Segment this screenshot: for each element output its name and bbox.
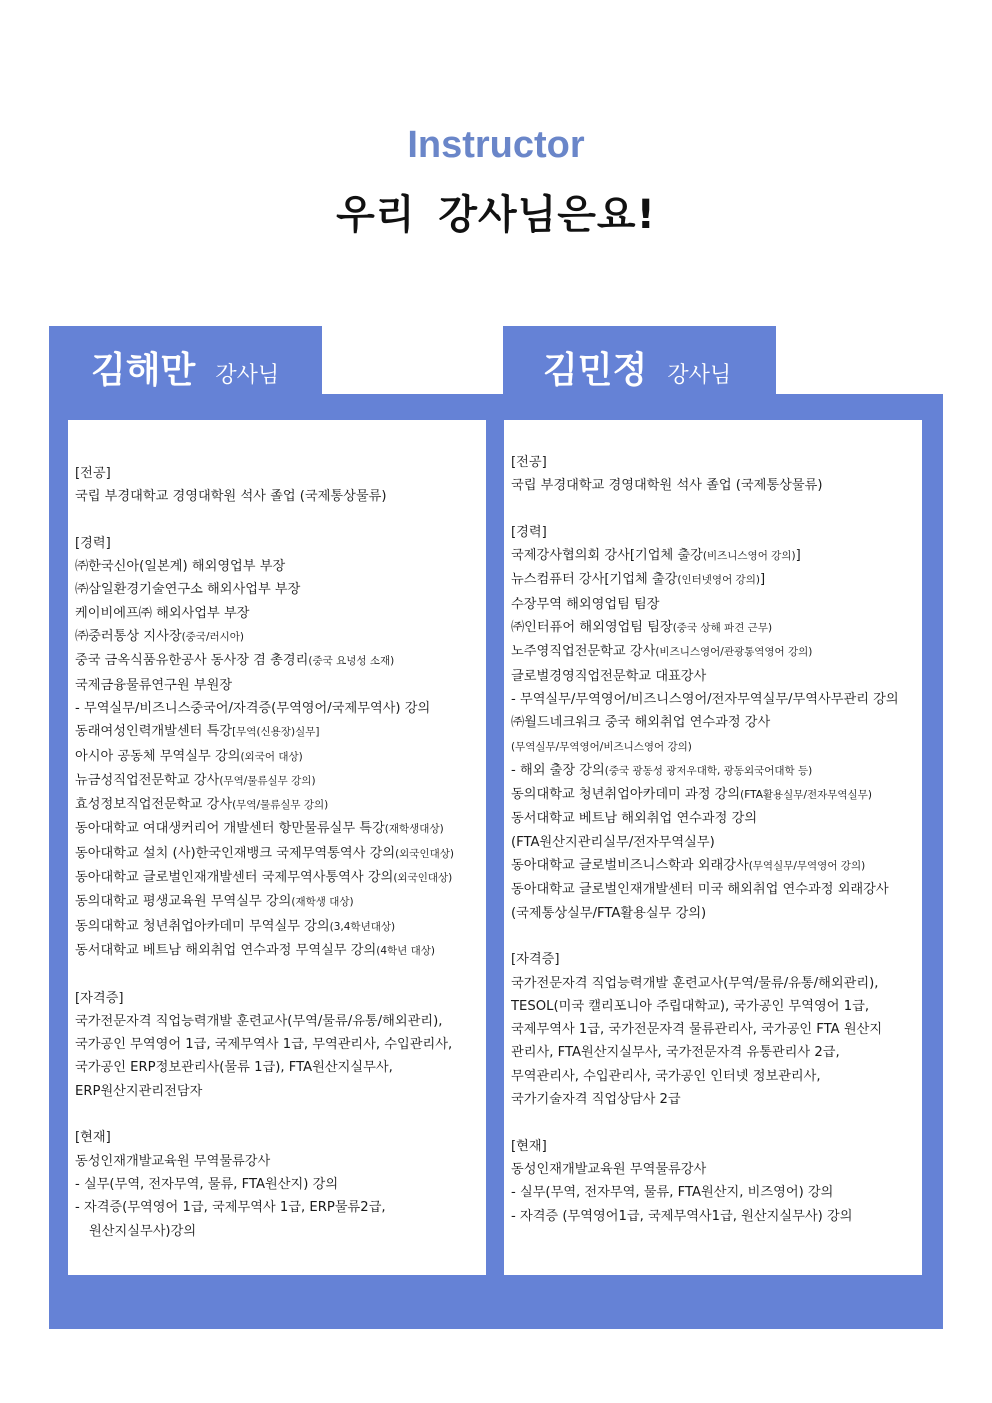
line-text: 국립 부경대학교 경영대학원 석사 졸업 (국제통상물류) <box>75 489 387 505</box>
profile-line <box>75 1033 482 1056</box>
profile-line <box>511 902 918 925</box>
section-eyebrow: Instructor <box>407 124 585 166</box>
instructor-name: 김민정 <box>543 350 648 391</box>
profile-section <box>75 1126 482 1242</box>
line-text: 국제강사협의회 강사[기업체 출강 <box>511 548 703 564</box>
line-note: (재학생대상) <box>384 823 444 836</box>
profile-line <box>75 1150 482 1173</box>
line-note: (비즈니스영어 강의) <box>702 550 796 563</box>
line-note: (중국/러시아) <box>181 631 245 644</box>
profile-line <box>511 831 918 854</box>
line-text: 관리사, FTA원산지실무사, 국가전문자격 유통관리사 2급, <box>511 1045 840 1061</box>
line-text: 국가전문자격 직업능력개발 훈련교사(무역/물류/유통/해외관리), <box>75 1013 443 1029</box>
line-suffix: ] <box>759 572 766 588</box>
line-text: 국립 부경대학교 경영대학원 석사 졸업 (국제통상물류) <box>511 478 823 494</box>
profile-line <box>511 995 918 1018</box>
section-header: [자격증] <box>75 990 124 1006</box>
line-text: 동의대학교 청년취업아카데미 무역실무 강의 <box>75 918 330 934</box>
line-text: 동아대학교 글로벌인재개발센터 국제무역사통역사 강의 <box>75 870 394 886</box>
profile-line <box>75 1220 482 1243</box>
instructor-name: 김해만 <box>91 350 196 391</box>
profile-line <box>75 649 482 673</box>
profile-line <box>75 915 482 939</box>
line-note: (무역/물류실무 강의) <box>232 799 329 812</box>
profile-line <box>511 1018 918 1041</box>
line-text: 동아대학교 글로벌인재개발센터 미국 해외취업 연수과정 외래강사 <box>511 882 889 898</box>
line-text: 케이비에프㈜ 해외사업부 부장 <box>75 605 250 621</box>
page-title: 우리 강사님은요! <box>336 192 656 238</box>
profile-line <box>511 640 918 664</box>
profile-line <box>75 697 482 720</box>
profile-line <box>75 674 482 697</box>
profile-line <box>75 555 482 578</box>
line-text: 동아대학교 설치 (사)한국인재뱅크 국제무역통역사 강의 <box>75 845 396 861</box>
line-text: 동성인재개발교육원 무역물류강사 <box>511 1161 707 1177</box>
profile-line <box>75 1196 482 1219</box>
line-text: ㈜인터퓨어 해외영업팀 팀장 <box>511 620 673 636</box>
section-header: [경력] <box>75 535 111 551</box>
line-text: - 무역실무/무역영어/비즈니스영어/전자무역실무/무역사무관리 강의 <box>511 691 899 707</box>
line-text: 뉴금성직업전문학교 강사 <box>75 772 220 788</box>
line-note: (재학생 대상) <box>291 896 354 909</box>
section-header: [전공] <box>511 455 547 470</box>
line-note: (외국인대상) <box>393 872 453 885</box>
line-note: (무역/물류실무 강의) <box>219 774 316 787</box>
line-text: 효성정보직업전문학교 강사 <box>75 797 233 813</box>
line-text: - 실무(무역, 전자무역, 물류, FTA원산지) 강의 <box>75 1176 339 1192</box>
profile-line <box>511 807 918 830</box>
profile-content <box>75 462 482 1266</box>
section-header: [경력] <box>511 524 547 540</box>
line-text: 동의대학교 청년취업아카데미 과정 강의 <box>511 787 741 803</box>
line-text: 무역관리사, 수입관리사, 국가공인 인터넷 정보관리사, <box>511 1068 821 1084</box>
line-text: - 해외 출장 강의 <box>511 762 605 778</box>
line-text: 국제금융물류연구원 부원장 <box>75 677 233 693</box>
profile-line <box>75 842 482 866</box>
profile-content <box>511 451 918 1251</box>
profile-line <box>75 793 482 817</box>
line-text: (FTA원산지관리실무/전자무역실무) <box>511 834 715 850</box>
profile-line <box>511 759 918 783</box>
line-text: (국제통상실무/FTA활용실무 강의) <box>511 905 707 921</box>
profile-line <box>75 625 482 649</box>
profile-section <box>75 462 482 509</box>
profile-line <box>511 1065 918 1088</box>
line-note: (FTA활용실무/전자무역실무) <box>740 789 872 802</box>
instructor-profile-card-1 <box>68 420 486 1275</box>
profile-section <box>511 948 918 1111</box>
line-text: 국가기술자격 직업상담사 2급 <box>511 1092 681 1108</box>
line-note: (인터넷영어 강의) <box>677 574 760 587</box>
profile-line <box>75 866 482 890</box>
profile-line <box>75 578 482 601</box>
line-text: ERP원산지관리전담자 <box>75 1083 203 1099</box>
profile-line <box>511 1088 918 1111</box>
line-note: (중국 광동성 광저우대학, 광동외국어대학 등) <box>604 764 813 777</box>
line-note: (무역실무/무역영어/비즈니스영어 강의) <box>511 740 692 753</box>
profile-line <box>75 1010 482 1033</box>
profile-line <box>511 783 918 807</box>
profile-line <box>75 720 482 744</box>
profile-line <box>511 593 918 616</box>
instructor-profile-card-2 <box>504 420 922 1275</box>
line-text: 수장무역 해외영업팀 팀장 <box>511 596 660 612</box>
line-text: 동성인재개발교육원 무역물류강사 <box>75 1153 271 1169</box>
profile-line <box>511 1205 918 1228</box>
line-text: 국제무역사 1급, 국가전문자격 물류관리사, 국가공인 FTA 원산지 <box>511 1022 883 1038</box>
profile-line <box>75 1080 482 1103</box>
line-text: - 자격증 (무역영어1급, 국제무역사1급, 원산지실무사) 강의 <box>511 1208 853 1224</box>
line-note: [무역(신용장)실무] <box>232 726 320 739</box>
profile-line <box>511 688 918 711</box>
line-suffix: ] <box>795 548 801 564</box>
line-text: ㈜한국신아(일본계) 해외영업부 부장 <box>75 559 286 575</box>
section-header: [현재] <box>511 1138 547 1154</box>
profile-line <box>75 769 482 793</box>
line-note: (중국 상해 파견 근무) <box>672 622 773 635</box>
profile-section <box>75 987 482 1103</box>
section-header: [전공] <box>75 466 111 481</box>
profile-line <box>511 665 918 688</box>
line-note: (비즈니스영어/관광통역영어 강의) <box>655 646 813 659</box>
profile-line <box>511 568 918 592</box>
line-text: 동래여성인력개발센터 특강 <box>75 724 233 740</box>
profile-line <box>511 1181 918 1204</box>
section-header: [자격증] <box>511 952 560 968</box>
line-text: 국가공인 무역영어 1급, 국제무역사 1급, 무역관리사, 수입관리사, <box>75 1037 453 1053</box>
line-text: ㈜삼일환경기술연구소 해외사업부 부장 <box>75 582 301 598</box>
line-text: 동의대학교 평생교육원 무역실무 강의 <box>75 894 292 910</box>
profile-line <box>511 878 918 901</box>
line-text: 아시아 공동체 무역실무 강의 <box>75 748 241 764</box>
instructor-tab-1 <box>49 326 322 394</box>
profile-line <box>75 485 482 508</box>
profile-line <box>511 544 918 568</box>
profile-line <box>511 735 918 759</box>
line-text: - 무역실무/비즈니스중국어/자격증(무역영어/국제무역사) 강의 <box>75 700 431 716</box>
profile-line <box>511 854 918 878</box>
instructor-tab-2 <box>503 326 776 394</box>
line-text: 중국 금옥식품유한공사 동사장 겸 총경리 <box>75 653 309 669</box>
line-note: (3,4학년대상) <box>329 920 396 933</box>
profile-line <box>75 1173 482 1196</box>
line-text: 동아대학교 글로벌비즈니스학과 외래강사 <box>511 858 749 874</box>
profile-line <box>511 711 918 734</box>
profile-line <box>511 972 918 995</box>
line-note: (무역실무/무역영어 강의) <box>748 860 866 873</box>
instructor-title: 강사님 <box>215 363 280 388</box>
profile-line <box>75 939 482 963</box>
line-text: 뉴스컴퓨터 강사[기업체 출강 <box>511 572 678 588</box>
profile-line <box>75 890 482 914</box>
line-text: - 실무(무역, 전자무역, 물류, FTA원산지, 비즈영어) 강의 <box>511 1185 834 1201</box>
line-text: 국가공인 ERP정보관리사(물류 1급), FTA원산지실무사, <box>75 1060 393 1076</box>
profile-line <box>75 817 482 841</box>
line-text: - 자격증(무역영어 1급, 국제무역사 1급, ERP물류2급, <box>75 1200 386 1216</box>
profile-line <box>511 1158 918 1181</box>
profile-section <box>511 1135 918 1228</box>
line-text: 동서대학교 베트남 해외취업 연수과정 강의 <box>511 811 758 827</box>
section-header: [현재] <box>75 1130 111 1146</box>
line-note: (외국인대상) <box>395 847 454 860</box>
profile-section <box>511 451 918 498</box>
line-text: 동아대학교 여대생커리어 개발센터 항만물류실무 특강 <box>75 821 385 837</box>
line-text: TESOL(미국 캘리포니아 주립대학교), 국가공인 무역영어 1급, <box>511 998 870 1014</box>
line-note: (4학년 대상) <box>376 944 436 957</box>
line-text: ㈜월드네크워크 중국 해외취업 연수과정 강사 <box>511 715 771 731</box>
instructor-title: 강사님 <box>667 363 732 388</box>
line-text: 동서대학교 베트남 해외취업 연수과정 무역실무 강의 <box>75 942 377 958</box>
line-text: 글로벌경영직업전문학교 대표강사 <box>511 668 707 684</box>
line-text: 노주영직업전문학교 강사 <box>511 644 656 660</box>
line-text: ㈜중러통상 지사장 <box>75 629 182 645</box>
line-text: 원산지실무사)강의 <box>89 1223 197 1239</box>
profile-line <box>75 602 482 625</box>
profile-line <box>75 1056 482 1079</box>
profile-line <box>75 745 482 769</box>
line-note: (외국어 대상) <box>240 750 303 763</box>
line-text: 국가전문자격 직업능력개발 훈련교사(무역/물류/유통/해외관리), <box>511 975 879 991</box>
line-note: (중국 요녕성 소재) <box>308 655 395 668</box>
profile-section <box>75 532 482 963</box>
profile-line <box>511 616 918 640</box>
profile-section <box>511 521 918 925</box>
profile-line <box>511 1041 918 1064</box>
profile-line <box>511 474 918 497</box>
